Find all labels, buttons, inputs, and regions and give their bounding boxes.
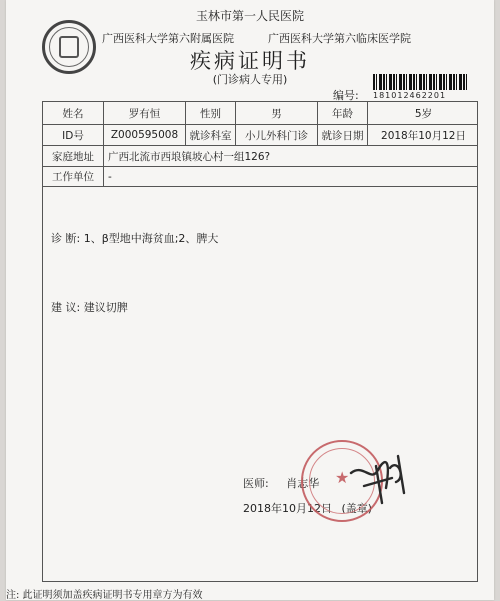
- id-value: Z000595008: [104, 125, 186, 145]
- table-row: [43, 125, 477, 146]
- document-subtitle: (门诊病人专用): [212, 73, 288, 86]
- advice-value: 建议切脾: [83, 301, 128, 314]
- footer-note: 注: 此证明须加盖疾病证明书专用章方为有效: [6, 590, 203, 601]
- age-label: 年龄: [318, 102, 368, 124]
- name-value: 罗有恒: [104, 102, 186, 124]
- age-value: 5岁: [414, 107, 433, 120]
- sign-date: 2018年10月12日: [243, 502, 332, 515]
- table-row: [43, 102, 477, 125]
- barcode-icon: [373, 74, 469, 90]
- gender-label: 性别: [186, 102, 236, 124]
- gender-value: 男: [236, 102, 318, 124]
- address-value: 广西北流市西埌镇坡心村一组126?: [108, 150, 271, 163]
- table-row: [43, 146, 477, 167]
- medical-certificate-document: [6, 0, 494, 600]
- doctor-label: 医师:: [243, 477, 269, 490]
- diagnosis-label: 诊 断:: [51, 232, 81, 245]
- doctor-name: 肖志华: [286, 477, 320, 490]
- affiliate-2: 广西医科大学第六临床医学院: [268, 32, 411, 45]
- diagnosis-section: [51, 230, 218, 246]
- number-value: 181012462201: [373, 91, 447, 100]
- date-label: 就诊日期: [318, 125, 368, 145]
- work-label: 工作单位: [43, 167, 104, 186]
- dept-label: 就诊科室: [186, 125, 236, 145]
- work-value: -: [108, 170, 112, 183]
- star-icon: ★: [335, 468, 350, 487]
- advice-label: 建 议:: [51, 301, 81, 314]
- hospital-name: 玉林市第一人民医院: [195, 9, 304, 23]
- dept-value: 小儿外科门诊: [236, 125, 318, 145]
- document-title: 疾病证明书: [190, 49, 310, 73]
- affiliate-1: 广西医科大学第六附属医院: [102, 32, 234, 45]
- number-label: 编号:: [333, 89, 359, 102]
- diagnosis-value: 1、β型地中海贫血;2、脾大: [83, 232, 219, 245]
- advice-section: [51, 299, 128, 315]
- date-value: 2018年10月12日: [381, 129, 466, 142]
- handwritten-signature: [346, 448, 416, 518]
- name-label: 姓名: [43, 102, 104, 124]
- id-label: ID号: [43, 125, 104, 145]
- address-label: 家庭地址: [43, 146, 104, 166]
- seal-note: (盖章): [341, 502, 373, 515]
- table-row: [43, 167, 477, 187]
